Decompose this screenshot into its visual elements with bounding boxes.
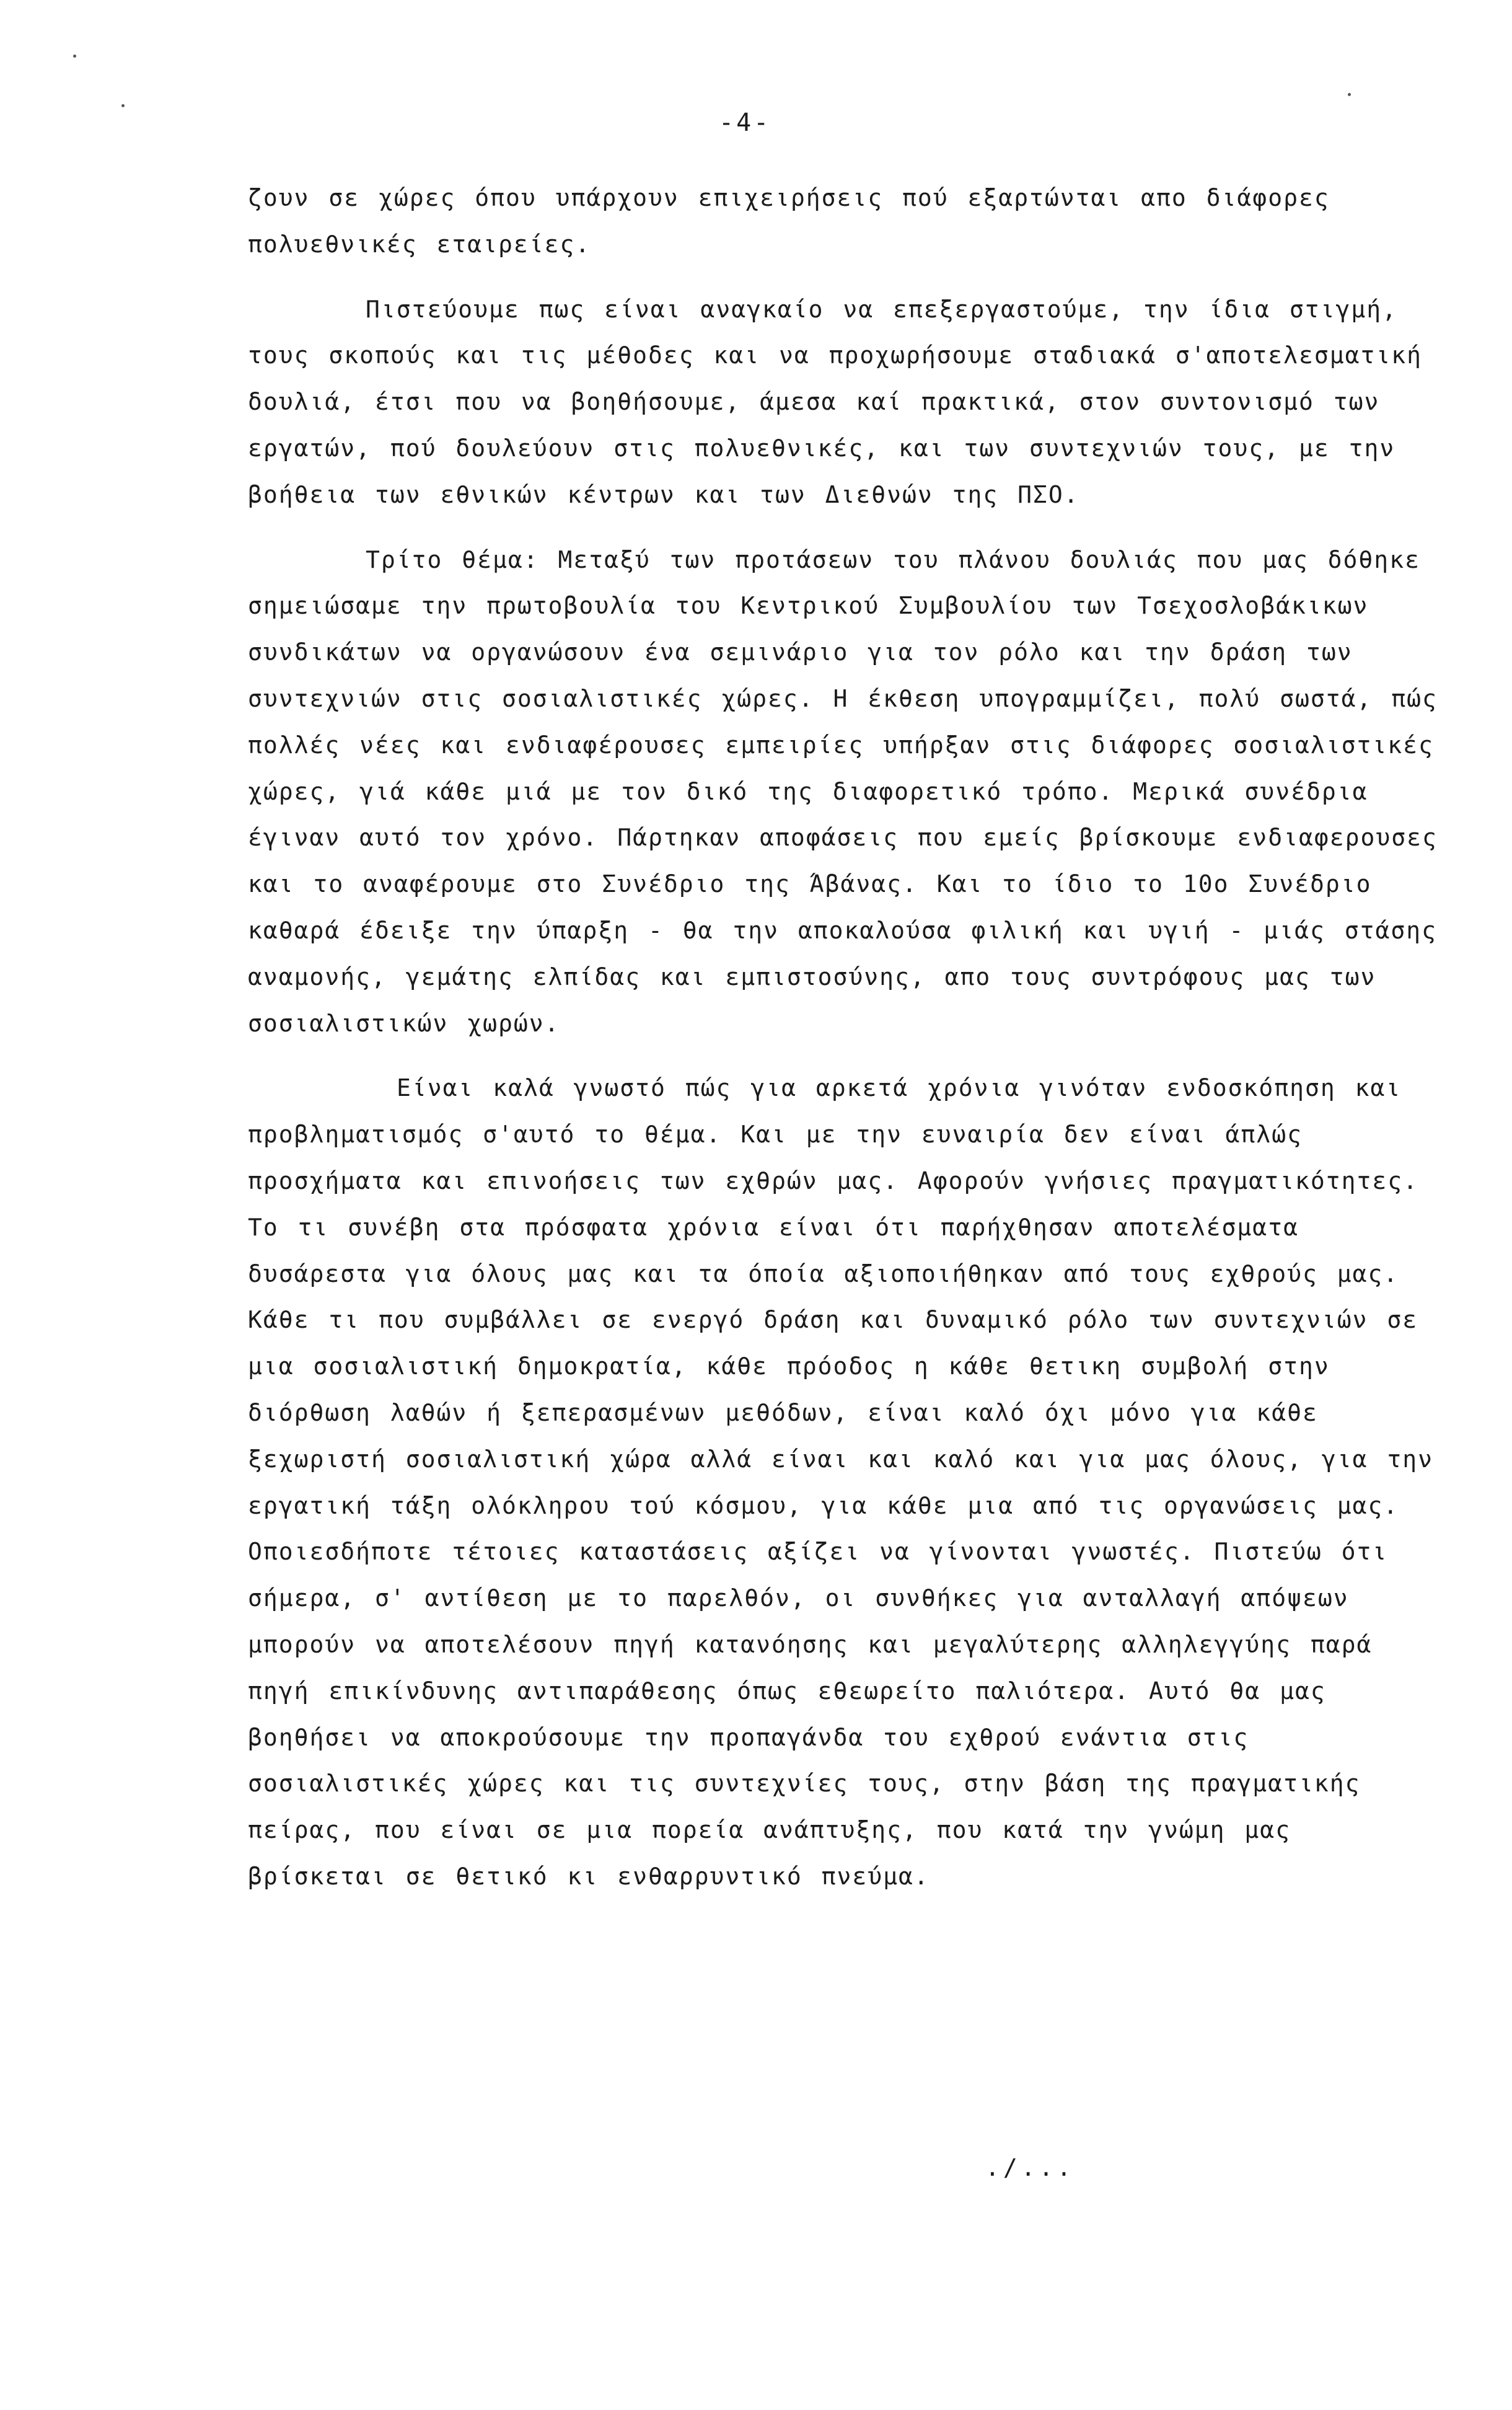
paragraph-multinationals: Πιστεύουμε πως είναι αναγκαίο να επεξεργαστούμε, την ίδια στιγμή, τους σκοπούς και τις μέθοδες και να προχωρήσουμε σταδιακά σ'αποτελεσματική δουλιά, έτσι που να βοηθήσουμε, άμεσα καί πρακτικά, στον συντονισμό των εργατών, πού δουλεύουν στις πολυεθνικές, και των συντεχνιών τους, με την βοήθεια των εθνικών κέντρων και των Διεθνών της ΠΣΟ. — [248, 295, 1422, 508]
paragraph-continuation: ζουν σε χώρες όπου υπάρχουν επιχειρήσεις πού εξαρτώνται απο διάφορες πολυεθνικές εταιρείες. — [248, 184, 1330, 258]
scan-speck — [73, 55, 76, 58]
scan-speck — [1348, 93, 1351, 96]
continuation-mark: ./... — [985, 2154, 1075, 2181]
page-number: -4- — [719, 108, 771, 137]
scan-speck — [121, 104, 125, 107]
paragraph-third-topic: Τρίτο θέμα: Μεταξύ των προτάσεων του πλάνου δουλιάς που μας δόθηκε σημειώσαμε την πρωτοβουλία του Κεντρικού Συμβουλίου των Τσεχοσλοβάκικων συνδικάτων να οργανώσουν ένα σεμινάριο για τον ρόλο και την δράση των συντεχνιών στις σοσιαλιστικές χώρες. Η έκθεση υπογραμμίζει, πολύ σωστά, πώς πολλές νέες και ενδιαφέρουσες εμπειρίες υπήρξαν στις διάφορες σοσιαλιστικές χώρες, γιά κάθε μιά με τον δικό της διαφορετικό τρόπο. Μερικά συνέδρια έγιναν αυτό τον χρόνο. Πάρτηκαν αποφάσεις που εμείς βρίσκουμε ενδιαφερουσες και το αναφέρουμε στο Συνέδριο της Άβάνας. Και το ίδιο το 10ο Συνέδριο καθαρά έδειξε την ύπαρξη - θα την αποκαλούσα φιλική και υγιή - μιάς στάσης αναμονής, γεμάτης ελπίδας και εμπιστοσύνης, απο τους συντρόφους μας των σοσιαλιστικών χωρών. — [248, 545, 1438, 1037]
body-text — [248, 175, 1444, 1900]
paragraph-socialist-countries: Είναι καλά γνωστό πώς για αρκετά χρόνια γινόταν ενδοσκόπηση και προβληματισμός σ'αυτό το θέμα. Και με την ευναιρία δεν είναι άπλώς προσχήματα και επινοήσεις των εχθρών μας. Αφορούν γνήσιες πραγματικότητες. Το τι συνέβη στα πρόσφατα χρόνια είναι ότι παρήχθησαν αποτελέσματα δυσάρεστα για όλους μας και τα όποία αξιοποιήθηκαν από τους εχθρούς μας. Κάθε τι που συμβάλλει σε ενεργό δράση και δυναμικό ρόλο των συντεχνιών σε μια σοσιαλιστική δημοκρατία, κάθε πρόοδος η κάθε θετικη συμβολή στην διόρθωση λαθών ή ξεπερασμένων μεθόδων, είναι καλό όχι μόνο για κάθε ξεχωριστή σοσιαλιστική χώρα αλλά είναι και καλό και για μας όλους, για την εργατική τάξη ολόκληρου τού κόσμου, για κάθε μια από τις οργανώσεις μας. Οποιεσδήποτε τέτοιες καταστάσεις αξίζει να γίνονται γνωστές. Πιστεύω ότι σήμερα, σ' αντίθεση με το παρελθόν, οι συνθήκες για ανταλλαγή απόψεων μπορούν να αποτελέσουν πηγή κατανόησης και μεγαλύτερης αλληλεγγύης παρά πηγή επικίνδυνης αντιπαράθεσης όπως εθεωρείτο παλιότερα. Αυτό θα μας βοηθήσει να αποκρούσουμε την προπαγάνδα του εχθρού ενάντια στις σοσιαλιστικές χώρες και τις συντεχνίες τους, στην βάση της πραγματικής πείρας, που είναι σε μια πορεία ανάπτυξης, που κατά την γνώμη μας βρίσκεται σε θετικό κι ενθαρρυντικό πνεύμα. — [248, 1074, 1433, 1890]
